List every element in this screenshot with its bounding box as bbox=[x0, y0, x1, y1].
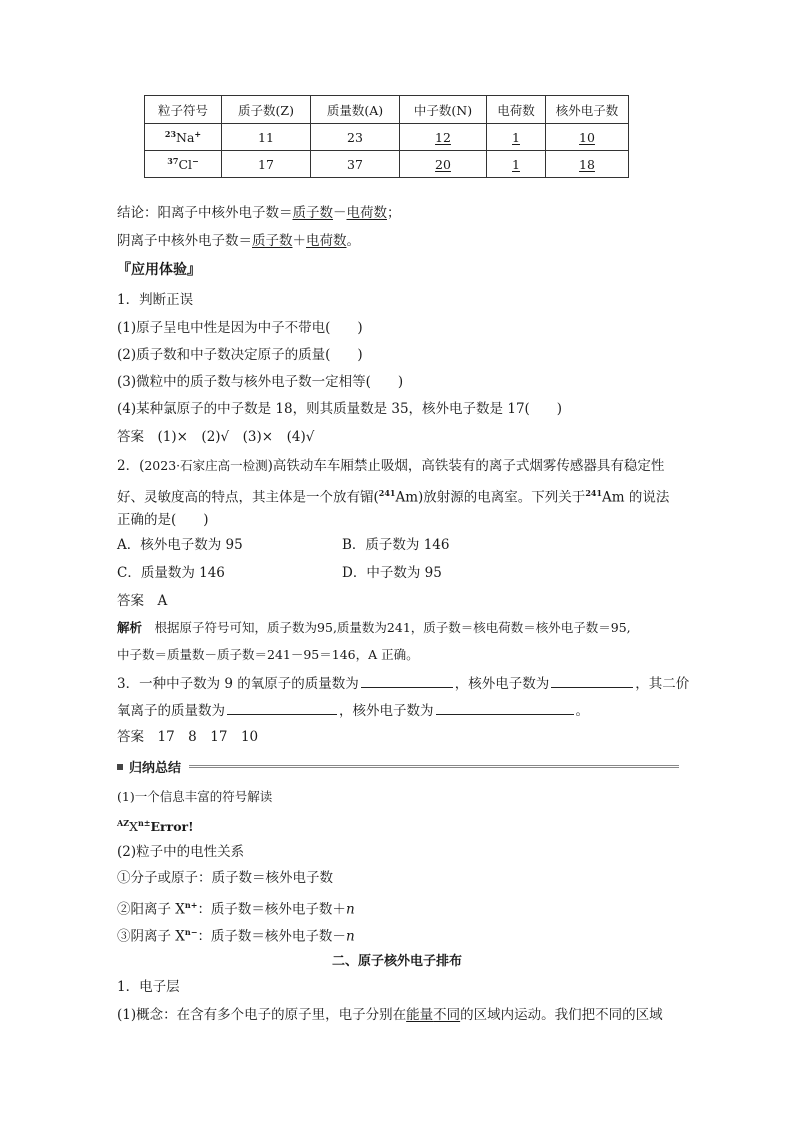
option-d: D．中子数为 95 bbox=[342, 565, 442, 581]
particle-symbol-cell: $^{37}$Cl− bbox=[145, 151, 222, 178]
electrons-cell: 10 bbox=[546, 124, 629, 151]
square-bullet-icon bbox=[117, 764, 123, 770]
table-header-cell: 质子数(Z) bbox=[222, 96, 311, 124]
answer-blank[interactable] bbox=[551, 673, 633, 688]
mass-cell: 37 bbox=[311, 151, 400, 178]
summary-title: 归纳总结 bbox=[129, 761, 182, 776]
question-1-item: (4)某种氯原子的中子数是 18，则其质量数是 35，核外电子数是 17( ) bbox=[117, 401, 563, 417]
protons-cell: 11 bbox=[222, 124, 311, 151]
question-2-line-3: 正确的是( ) bbox=[117, 512, 209, 528]
question-1-answer: 答案 (1)× (2)√ (3)× (4)√ bbox=[117, 429, 315, 445]
question-1-title: 1．判断正误 bbox=[117, 292, 194, 308]
question-2-answer: 答案 A bbox=[117, 593, 168, 609]
answer-blank[interactable] bbox=[227, 700, 337, 715]
table-header-cell: 质量数(A) bbox=[311, 96, 400, 124]
mass-cell: 23 bbox=[311, 124, 400, 151]
table-header-cell: 核外电子数 bbox=[546, 96, 629, 124]
table-header-cell: 电荷数 bbox=[487, 96, 546, 124]
table-header-cell: 中子数(N) bbox=[400, 96, 487, 124]
table-header-row bbox=[145, 96, 629, 124]
summary-item-1: (1)一个信息丰富的符号解读 bbox=[117, 789, 273, 804]
protons-cell: 17 bbox=[222, 151, 311, 178]
table-row bbox=[145, 151, 629, 178]
summary-relation-2: ②阳离子 $X^{n+}$：质子数＝核外电子数＋n bbox=[117, 900, 355, 918]
option-a: A．核外电子数为 95 bbox=[117, 537, 243, 553]
option-b: B．质子数为 146 bbox=[342, 537, 450, 553]
section-2-sub-1: 1．电子层 bbox=[117, 979, 180, 995]
particle-table bbox=[144, 95, 629, 178]
question-3-line-1: 3．一种中子数为 9 的氧原子的质量数为 ，核外电子数为 ，其二价 bbox=[117, 673, 689, 694]
question-1-item: (2)质子数和中子数决定原子的质量( ) bbox=[117, 347, 363, 363]
divider bbox=[189, 765, 679, 768]
question-3-line-2: 氧离子的质量数为 ，核外电子数为 。 bbox=[117, 700, 589, 721]
question-2-analysis-1: 解析 根据原子符号可知，质子数为95,质量数为241，质子数＝核电荷数＝核外电子数＝95, bbox=[117, 620, 631, 635]
table-header-cell: 粒子符号 bbox=[145, 96, 222, 124]
conclusion-line-2: 阴离子中核外电子数＝质子数＋电荷数。 bbox=[117, 233, 360, 249]
section-heading-apply: 『应用体验』 bbox=[117, 262, 201, 278]
answer-blank[interactable] bbox=[361, 673, 453, 688]
summary-error-line: $^{AZ}X^{n\pm}Error$! bbox=[117, 818, 194, 835]
question-1-item: (1)原子呈电中性是因为中子不带电( ) bbox=[117, 320, 363, 336]
neutrons-cell: 20 bbox=[400, 151, 487, 178]
summary-relation-3: ③阴离子 $X^{n-}$：质子数＝核外电子数－n bbox=[117, 927, 355, 945]
particle-symbol-cell: $^{23}$Na+ bbox=[145, 124, 222, 151]
question-2-line-2: 好、灵敏度高的特点，其主体是一个放有镅($^{241}$Am)放射源的电离室。下列关于$^{241}$Am 的说法 bbox=[117, 488, 670, 506]
question-2-analysis-2: 中子数＝质量数－质子数＝241－95＝146，A 正确。 bbox=[117, 647, 419, 662]
question-3-answer: 答案 17 8 17 10 bbox=[117, 729, 259, 745]
table-row bbox=[145, 124, 629, 151]
charge-cell: 1 bbox=[487, 124, 546, 151]
charge-cell: 1 bbox=[487, 151, 546, 178]
question-2-line-1: 2．(2023·石家庄高一检测)高铁动车车厢禁止吸烟，高铁装有的离子式烟雾传感器具有稳定性 bbox=[117, 458, 665, 474]
section-2-title: 二、原子核外电子排布 bbox=[331, 954, 462, 969]
section-2-concept: (1)概念：在含有多个电子的原子里，电子分别在能量不同的区域内运动。我们把不同的区域 bbox=[117, 1007, 663, 1023]
summary-heading bbox=[117, 757, 679, 776]
answer-blank[interactable] bbox=[436, 700, 574, 715]
question-1-item: (3)微粒中的质子数与核外电子数一定相等( ) bbox=[117, 374, 404, 390]
summary-relation-1: ①分子或原子：质子数＝核外电子数 bbox=[117, 870, 333, 886]
summary-item-2: (2)粒子中的电性关系 bbox=[117, 844, 245, 860]
electrons-cell: 18 bbox=[546, 151, 629, 178]
neutrons-cell: 12 bbox=[400, 124, 487, 151]
conclusion-line-1: 结论：阳离子中核外电子数＝质子数－电荷数； bbox=[117, 205, 401, 221]
option-c: C．质量数为 146 bbox=[117, 565, 225, 581]
